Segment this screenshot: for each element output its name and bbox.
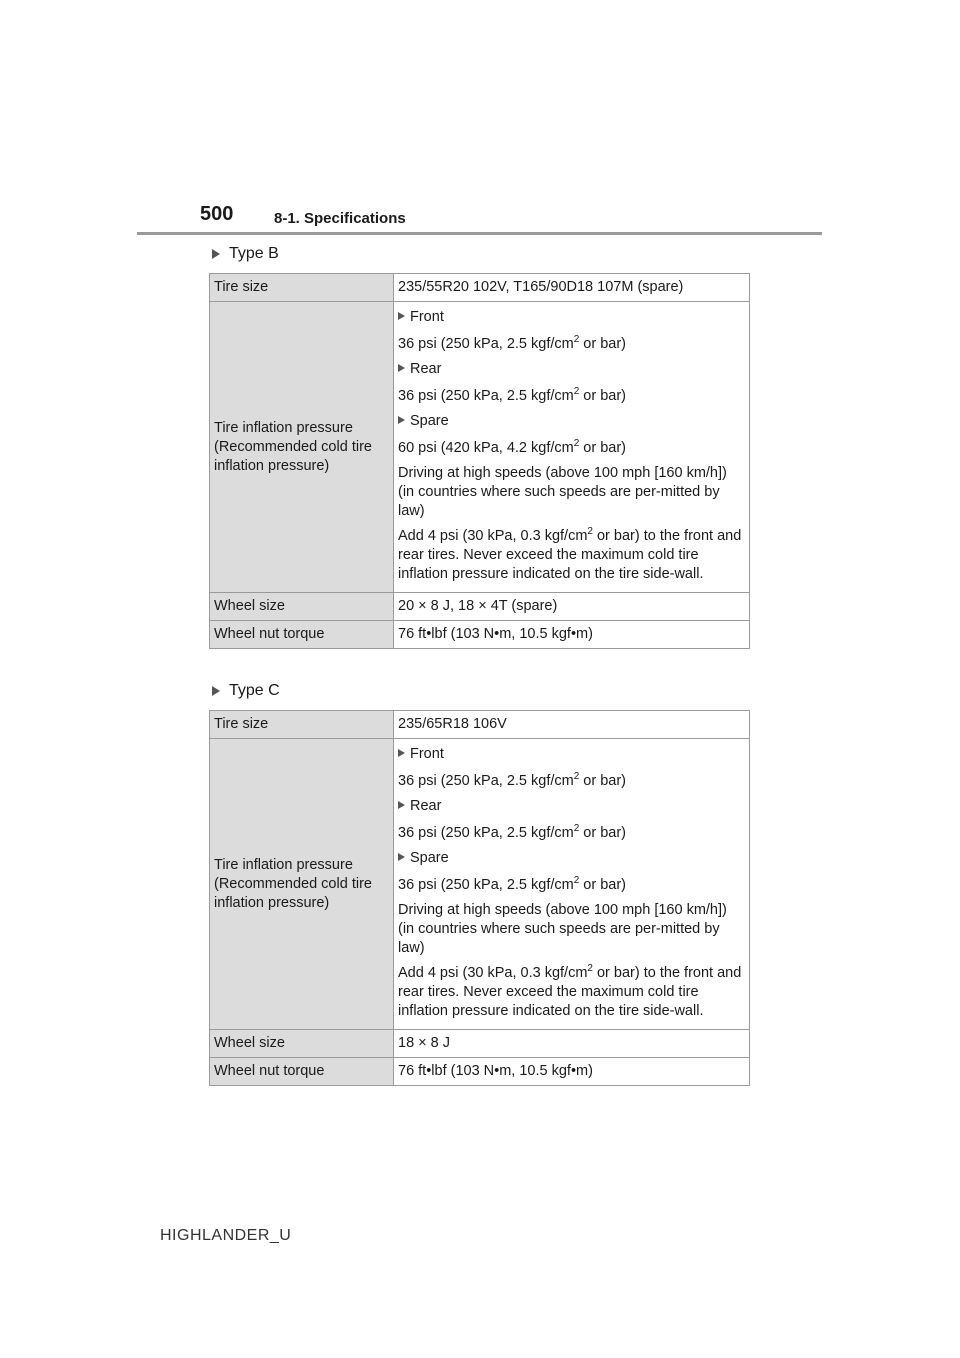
spare-value: 60 psi (420 kPa, 4.2 kgf/cm [398,440,574,456]
footer-model: HIGHLANDER_U [160,1227,292,1244]
superscript: 2 [573,438,580,450]
tire-size-value: 235/55R20 102V, T165/90D18 107M (spare) [394,274,750,302]
front-label: Front [410,746,444,762]
type-b-heading [212,245,279,263]
rear-label: Rear [410,798,442,814]
value-suffix: or bar) [579,440,627,456]
spare-value: 36 psi (250 kPa, 2.5 kgf/cm [398,877,574,893]
front-value: 36 psi (250 kPa, 2.5 kgf/cm [398,336,574,352]
table-row [210,302,750,593]
table-row [210,274,750,302]
rear-value: 36 psi (250 kPa, 2.5 kgf/cm [398,825,574,841]
wheel-nut-torque-value: 76 ft•lbf (103 N•m, 10.5 kgf•m) [394,1058,750,1086]
spare-label: Spare [410,413,449,429]
type-b-spec-table [209,273,750,649]
front-label: Front [410,309,444,325]
wheel-nut-torque-label: Wheel nut torque [210,1058,394,1086]
front-value: 36 psi (250 kPa, 2.5 kgf/cm [398,773,574,789]
tire-pressure-label: Tire inflation pressure (Recommended cold tire inflation pressure) [210,302,394,593]
wheel-size-value: 18 × 8 J [394,1030,750,1058]
triangle-bullet-icon [398,853,405,861]
rear-value: 36 psi (250 kPa, 2.5 kgf/cm [398,388,574,404]
table-row [210,593,750,621]
high-speed-note: Driving at high speeds (above 100 mph [160 km/h]) (in countries where such speeds are per-mitted by law) [398,465,727,519]
value-suffix: or bar) [579,388,627,404]
table-row [210,1030,750,1058]
value-suffix: or bar) [579,773,627,789]
table-row [210,711,750,739]
triangle-bullet-icon [212,249,220,259]
triangle-bullet-icon [212,686,220,696]
spare-label: Spare [410,850,449,866]
section-title: 8-1. Specifications [274,210,406,227]
wheel-nut-torque-label: Wheel nut torque [210,621,394,649]
table-row [210,739,750,1030]
superscript: 2 [587,963,593,975]
wheel-size-label: Wheel size [210,593,394,621]
wheel-size-value: 20 × 8 J, 18 × 4T (spare) [394,593,750,621]
superscript: 2 [573,823,580,835]
page-number: 500 [200,203,234,225]
add-note-text: Add 4 psi (30 kPa, 0.3 kgf/cm [398,965,588,981]
triangle-bullet-icon [398,312,405,320]
table-row [210,1058,750,1086]
superscript: 2 [573,386,580,398]
type-c-heading [212,682,280,700]
triangle-bullet-icon [398,749,405,757]
wheel-nut-torque-value: 76 ft•lbf (103 N•m, 10.5 kgf•m) [394,621,750,649]
add-note-text: Add 4 psi (30 kPa, 0.3 kgf/cm [398,528,588,544]
type-c-spec-table [209,710,750,1086]
superscript: 2 [573,875,580,887]
superscript: 2 [573,771,580,783]
high-speed-note: Driving at high speeds (above 100 mph [160 km/h]) (in countries where such speeds are per-mitted by law) [398,902,727,956]
superscript: 2 [587,526,593,538]
tire-pressure-values [394,302,750,593]
add-pressure-note [398,964,745,1021]
triangle-bullet-icon [398,416,405,424]
header-rule [137,232,822,235]
add-note-text-end: or bar) to the front and rear tires. Never exceed the maximum cold tire inflation pressure indicated on the tire side-wall. [398,965,742,1019]
tire-size-label: Tire size [210,711,394,739]
value-suffix: or bar) [579,877,627,893]
wheel-size-label: Wheel size [210,1030,394,1058]
type-c-heading-text: Type C [229,682,280,699]
superscript: 2 [573,334,580,346]
tire-size-value: 235/65R18 106V [394,711,750,739]
value-suffix: or bar) [579,825,627,841]
value-suffix: or bar) [579,336,627,352]
type-b-heading-text: Type B [229,245,279,262]
tire-pressure-label: Tire inflation pressure (Recommended cold tire inflation pressure) [210,739,394,1030]
add-note-text-end: or bar) to the front and rear tires. Never exceed the maximum cold tire inflation pressure indicated on the tire side-wall. [398,528,742,582]
triangle-bullet-icon [398,364,405,372]
rear-label: Rear [410,361,442,377]
tire-size-label: Tire size [210,274,394,302]
table-row [210,621,750,649]
tire-pressure-values [394,739,750,1030]
triangle-bullet-icon [398,801,405,809]
add-pressure-note [398,527,745,584]
